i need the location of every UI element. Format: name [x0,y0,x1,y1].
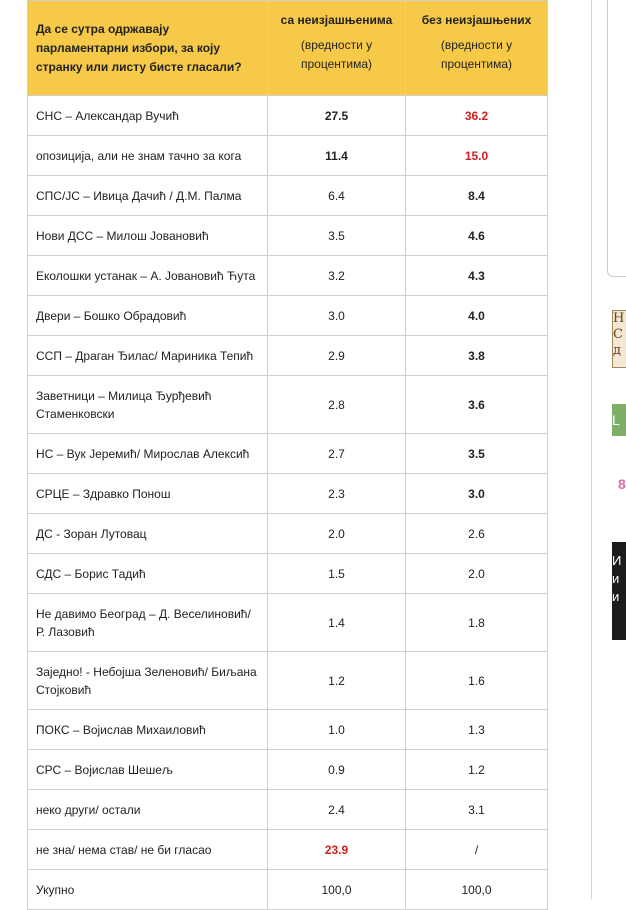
header-without-undecided [406,1,548,96]
value-without-undecided: 2.0 [406,554,548,594]
value-without-undecided: 1.8 [406,594,548,652]
table-row [28,710,548,750]
table-row [28,216,548,256]
value-without-undecided: 3.8 [406,336,548,376]
value-with-undecided: 2.0 [268,514,406,554]
party-name: СПС/ЈС – Ивица Дачић / Д.М. Палма [28,176,268,216]
value-with-undecided: 27.5 [268,96,406,136]
value-without-undecided: 15.0 [406,136,548,176]
table-row [28,336,548,376]
table-row [28,830,548,870]
value-without-undecided: 3.0 [406,474,548,514]
value-without-undecided: 1.6 [406,652,548,710]
header-without-undecided-title: без неизјашњених [421,13,532,27]
sidebar-ad-banner-1[interactable]: Н С д [612,310,626,368]
poll-results-table [27,0,548,910]
table-row [28,136,548,176]
party-name: Укупно [28,870,268,910]
party-name: ДС - Зоран Лутовац [28,514,268,554]
value-without-undecided: 36.2 [406,96,548,136]
poll-table-container [27,0,547,910]
party-name: СДС – Борис Тадић [28,554,268,594]
question-header: Да се сутра одржавају парламентарни избори, за коју странку или листу бисте гласали? [28,1,268,96]
value-with-undecided: 2.3 [268,474,406,514]
sidebar-card [607,0,626,277]
value-with-undecided: 100,0 [268,870,406,910]
party-name: Еколошки устанак – А. Јовановић Ћута [28,256,268,296]
value-with-undecided: 0.9 [268,750,406,790]
value-with-undecided: 1.2 [268,652,406,710]
party-name: Не давимо Београд – Д. Веселиновић/ Р. Лазовић [28,594,268,652]
table-row [28,96,548,136]
party-name: опозиција, али не знам тачно за кога [28,136,268,176]
sidebar-ad-banner-3[interactable]: 8 [618,476,626,492]
value-with-undecided: 3.0 [268,296,406,336]
value-with-undecided: 2.8 [268,376,406,434]
table-row [28,376,548,434]
table-row [28,594,548,652]
header-with-undecided-title: са неизјашњенима [280,13,393,27]
table-row [28,474,548,514]
table-row [28,434,548,474]
party-name: неко други/ остали [28,790,268,830]
value-with-undecided: 2.4 [268,790,406,830]
table-row [28,652,548,710]
table-row [28,296,548,336]
value-with-undecided: 3.2 [268,256,406,296]
value-with-undecided: 23.9 [268,830,406,870]
sidebar-ad-banner-2[interactable]: L [612,404,626,436]
table-row [28,554,548,594]
value-without-undecided: 3.1 [406,790,548,830]
value-without-undecided: 1.3 [406,710,548,750]
value-with-undecided: 6.4 [268,176,406,216]
value-without-undecided: 8.4 [406,176,548,216]
value-without-undecided: 4.3 [406,256,548,296]
table-row [28,176,548,216]
party-name: ССП – Драган Ђилас/ Мариника Тепић [28,336,268,376]
table-row-total [28,870,548,910]
party-name: ПОКС – Војислав Михаиловић [28,710,268,750]
table-header-row [28,1,548,96]
party-name: НС – Вук Јеремић/ Мирослав Алексић [28,434,268,474]
sidebar-ad-banner-4[interactable]: И и и [612,542,626,640]
table-row [28,256,548,296]
party-name: СРЦЕ – Здравко Понош [28,474,268,514]
value-without-undecided: 3.6 [406,376,548,434]
value-without-undecided: 4.0 [406,296,548,336]
party-name: не зна/ нема став/ не би гласао [28,830,268,870]
table-row [28,750,548,790]
value-with-undecided: 1.4 [268,594,406,652]
party-name: Нови ДСС – Милош Јовановић [28,216,268,256]
header-with-undecided-subtitle: (вредности у процентима) [300,38,373,71]
party-name: СРС – Војислав Шешељ [28,750,268,790]
value-with-undecided: 1.5 [268,554,406,594]
value-with-undecided: 11.4 [268,136,406,176]
value-with-undecided: 2.7 [268,434,406,474]
party-name: Заветници – Милица Ђурђевић Стаменковски [28,376,268,434]
header-with-undecided [268,1,406,96]
party-name: Заједно! - Небојша Зеленовић/ Биљана Стојковић [28,652,268,710]
value-without-undecided: 2.6 [406,514,548,554]
value-without-undecided: 100,0 [406,870,548,910]
value-without-undecided: / [406,830,548,870]
value-with-undecided: 3.5 [268,216,406,256]
value-without-undecided: 3.5 [406,434,548,474]
value-with-undecided: 1.0 [268,710,406,750]
table-row [28,514,548,554]
value-with-undecided: 2.9 [268,336,406,376]
party-name: Двери – Бошко Обрадовић [28,296,268,336]
party-name: СНС – Александар Вучић [28,96,268,136]
value-without-undecided: 4.6 [406,216,548,256]
table-row [28,790,548,830]
header-without-undecided-subtitle: (вредности у процентима) [440,38,513,71]
value-without-undecided: 1.2 [406,750,548,790]
